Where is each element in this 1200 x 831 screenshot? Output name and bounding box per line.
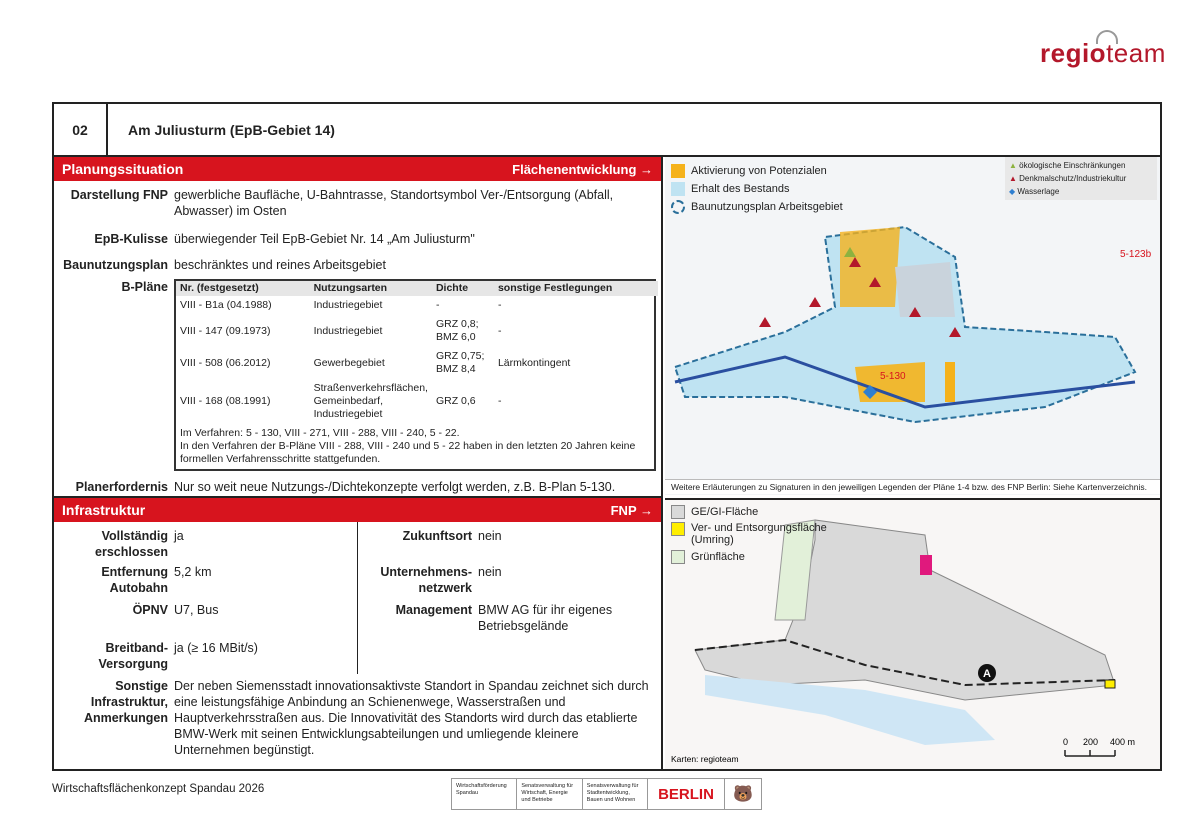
partner-logo: Senatsverwaltung für Wirtschaft, Energie und Betriebe	[517, 779, 582, 809]
marker-label: A	[983, 668, 991, 680]
legend-label: Baunutzungsplan Arbeitsgebiet	[691, 201, 843, 213]
col-header: Nr. (festgesetzt)	[176, 281, 310, 296]
map-caption: Weitere Erläuterungen zu Signaturen in den jeweiligen Legenden der Pläne 1-4 bzw. des FNP Berlin: Siehe Kartenverzeichnis.	[665, 479, 1160, 494]
fnp-map	[665, 498, 1160, 769]
fnp-link[interactable]: FNP →	[610, 502, 653, 518]
label: Entfernung Autobahn	[101, 565, 168, 595]
section-title: Planungssituation	[62, 161, 184, 177]
table-row: VIII - 147 (09.1973) Industriegebiet GRZ 0,8; BMZ 6,0 -	[180, 318, 502, 343]
value: ja (≥ 16 MBit/s)	[174, 641, 258, 655]
table-row: VIII - 168 (08.1991) Straßenverkehrsflächen, Gemeinbedarf, Industriegebiet GRZ 0,6 -	[180, 382, 502, 420]
label: Management	[395, 603, 472, 617]
partner-logos	[451, 778, 762, 810]
diamond-icon: ◆	[1009, 187, 1016, 196]
page-title: Am Juliusturm (EpB-Gebiet 14)	[128, 121, 335, 138]
label: ÖPNV	[132, 603, 168, 617]
legend-swatch	[671, 505, 685, 519]
col-header: Dichte	[432, 281, 494, 296]
area-number: 02	[54, 104, 108, 155]
label: Unternehmens-netzwerk	[380, 565, 472, 595]
legend-label: Grünfläche	[691, 551, 745, 563]
legend-swatch	[671, 550, 685, 564]
value: 5,2 km	[174, 565, 212, 579]
col-header: Nutzungsarten	[310, 281, 432, 296]
plan-label: 5-123b	[1120, 249, 1152, 260]
title-row	[54, 104, 1160, 157]
label: B-Pläne	[121, 280, 168, 294]
value: gewerbliche Baufläche, U-Bahntrasse, Standortsymbol Ver-/Entsorgung (Abfall, Abwasser) im Osten	[174, 188, 614, 218]
col-header: sonstige Festlegungen	[494, 281, 658, 296]
flaechenentwicklung-link[interactable]: Flächenentwicklung →	[512, 161, 653, 177]
dashed-circle-icon	[671, 200, 685, 214]
symbol-legend: ▲ ökologische Einschränkungen ▲ Denkmalschutz/Industriekultur ◆ Wasserlage	[1005, 157, 1157, 200]
table-row: VIII - 508 (06.2012) Gewerbegebiet GRZ 0,75; BMZ 8,4 Lärmkontingent	[180, 350, 571, 375]
planung-header	[54, 157, 661, 181]
berlin-bear-icon: 🐻	[732, 785, 753, 803]
label: Vollständig erschlossen	[95, 529, 168, 559]
legend-label: Ver- und Entsorgungsfläche (Umring)	[691, 522, 827, 546]
legend-label: Aktivierung von Potenzialen	[691, 165, 827, 177]
berlin-logo: BERLIN	[648, 779, 725, 809]
bplaene-table	[174, 279, 656, 471]
value: Nur so weit neue Nutzungs-/Dichtekonzepte verfolgt werden, z.B. B-Plan 5-130.	[174, 480, 616, 494]
infra-grid	[54, 522, 661, 674]
value: nein	[478, 565, 502, 579]
value: nein	[478, 529, 502, 543]
label: Sonstige Infrastruktur, Anmerkungen	[83, 679, 168, 725]
profile-sheet	[52, 102, 1162, 771]
partner-logo: Wirtschaftsförderung Spandau	[452, 779, 517, 809]
scale-label: 0	[1063, 737, 1069, 747]
legend-label: GE/GI-Fläche	[691, 506, 759, 518]
partner-logo: Senatsverwaltung für Stadtentwicklung, Bauen und Wohnen	[583, 779, 648, 809]
legend-label: Erhalt des Bestands	[691, 183, 790, 195]
label: Darstellung FNP	[70, 188, 168, 202]
label: Zukunftsort	[402, 529, 472, 543]
development-map	[665, 157, 1160, 495]
infra-header	[54, 498, 661, 522]
legend-swatch	[671, 182, 685, 196]
value: U7, Bus	[174, 603, 219, 617]
value: ja	[174, 529, 184, 543]
value: BMW AG für ihr eigenes Betriebsgelände	[478, 603, 613, 633]
label: Breitband-Versorgung	[98, 641, 168, 671]
triangle-icon: ▲	[1009, 161, 1017, 170]
scale-label: 400 m	[1110, 737, 1136, 747]
label: Planerfordernis	[75, 480, 168, 494]
footer-title: Wirtschaftsflächenkonzept Spandau 2026	[52, 783, 265, 795]
triangle-icon: ▲	[1009, 174, 1017, 183]
legend-swatch	[671, 522, 685, 536]
value: beschränktes und reines Arbeitsgebiet	[174, 258, 386, 272]
map-credit: Karten: regioteam	[671, 754, 739, 764]
procedure-note: Im Verfahren: 5 - 130, VIII - 271, VIII - 288, VIII - 240, 5 - 22. In den Verfahren der B-Pläne VIII - 288, VIII - 240 und 5 - 22 haben in den letzten 20 Jahren keine formellen Verfahrensschritte stattgefunden.	[180, 427, 636, 465]
value: Der neben Siemensstadt innovationsaktivste Standort in Spandau zeichnet sich durch eine leistungsfähige Anbindung an Schienenwege, Wasserstraßen und Hauptverkehrsstraßen aus. Die Innovativität des Standorts wird durch das etablierte BMW-Werk mit seinen Entwicklungsabteilungen und umliegende kleinere Unternehmen begünstigt.	[174, 679, 649, 757]
label: EpB-Kulisse	[94, 232, 168, 246]
legend-swatch	[671, 164, 685, 178]
section-title: Infrastruktur	[62, 502, 146, 518]
label: Baunutzungsplan	[63, 258, 168, 272]
value: überwiegender Teil EpB-Gebiet Nr. 14 „Am Juliusturm"	[174, 232, 475, 246]
scale-label: 200	[1083, 737, 1099, 747]
plan-label: 5-130	[880, 371, 906, 382]
regioteam-logo: regioteam	[1040, 38, 1166, 69]
table-row: VIII - B1a (04.1988) Industriegebiet - -	[180, 299, 502, 311]
